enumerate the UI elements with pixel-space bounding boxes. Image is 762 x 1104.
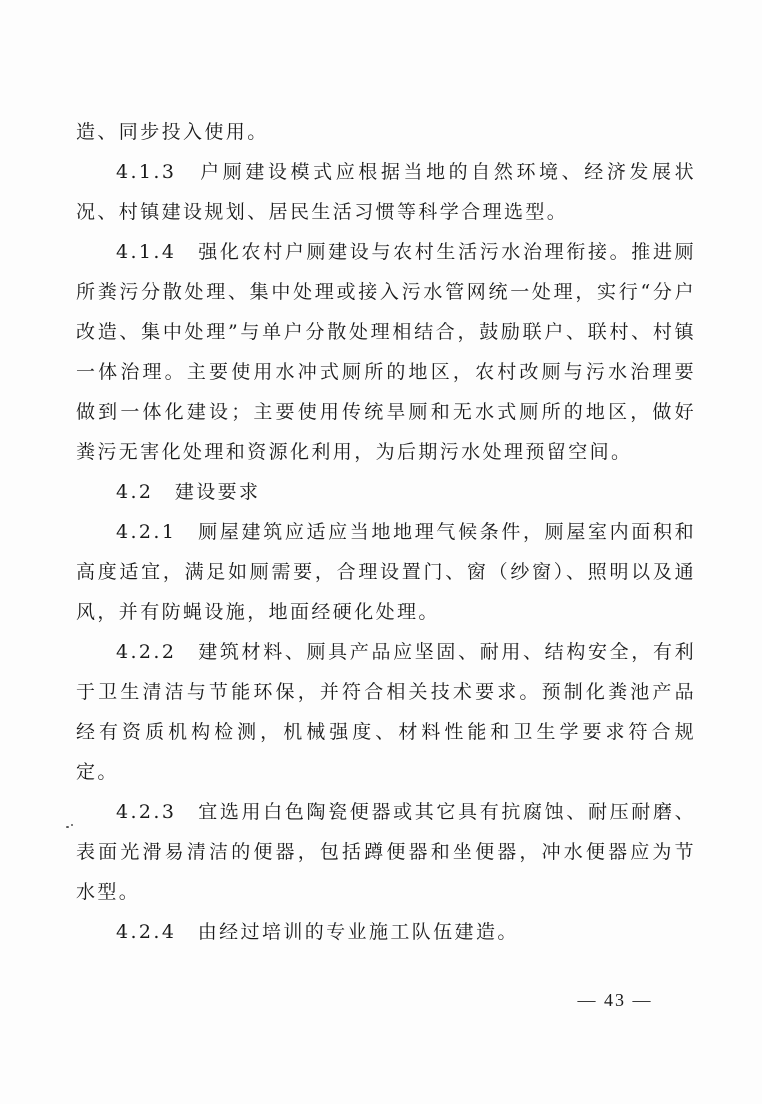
clause-4-1-3: 4.1.3 户厕建设模式应根据当地的自然环境、经济发展状况、村镇建设规划、居民生活习惯等科学合理选型。: [76, 161, 696, 223]
clause-4-2-1: 4.2.1 厕屋建筑应适应当地地理气候条件，厕屋室内面积和高度适宜，满足如厕需要，合理设置门、窗（纱窗）、照明以及通风，并有防蝇设施，地面经硬化处理。: [76, 521, 696, 623]
clause-4-2-4: 4.2.4 由经过培训的专业施工队伍建造。: [116, 921, 519, 943]
scan-speck: [71, 824, 73, 826]
scan-speck: [66, 826, 69, 828]
clause-4-2-3: 4.2.3 宜选用白色陶瓷便器或其它具有抗腐蚀、耐压耐磨、表面光滑易清洁的便器，包括蹲便器和坐便器，冲水便器应为节水型。: [76, 801, 696, 903]
section-heading-4-2: 4.2 建设要求: [116, 481, 261, 503]
page-number: — 43 —: [577, 990, 653, 1010]
clause-4-2-2: 4.2.2 建筑材料、厕具产品应坚固、耐用、结构安全，有利于卫生清洁与节能环保，并符合相关技术要求。预制化粪池产品经有资质机构检测，机械强度、材料性能和卫生学要求符合规定。: [76, 641, 696, 783]
paragraph-continuation: 造、同步投入使用。: [76, 121, 269, 143]
body-text: [76, 112, 696, 952]
clause-4-1-4: 4.1.4 强化农村户厕建设与农村生活污水治理衔接。推进厕所粪污分散处理、集中处理或接入污水管网统一处理，实行“分户改造、集中处理”与单户分散处理相结合，鼓励联户、联村、村镇一体治理。主要使用水冲式厕所的地区，农村改厕与污水治理要做到一体化建设；主要使用传统旱厕和无水式厕所的地区，做好粪污无害化处理和资源化利用，为后期污水处理预留空间。: [76, 241, 696, 463]
